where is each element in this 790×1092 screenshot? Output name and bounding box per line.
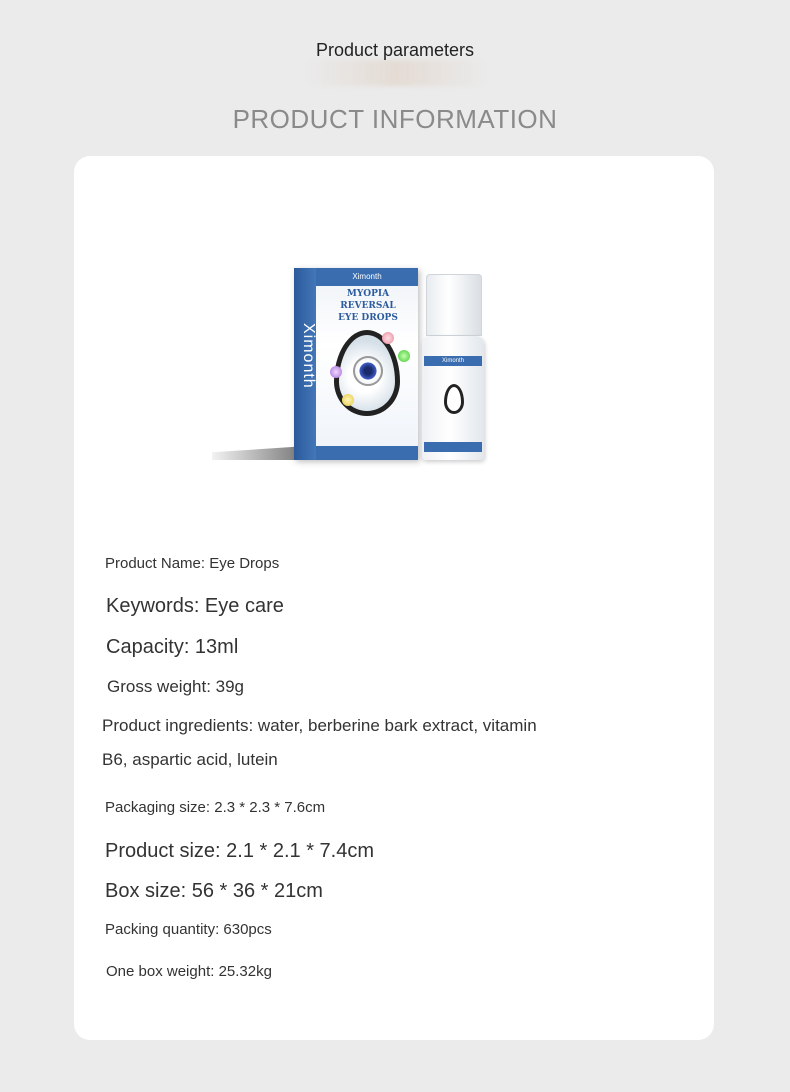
box-footer-band <box>316 446 418 460</box>
product-name: Product Name: Eye Drops <box>105 555 280 572</box>
pink-bubble-icon <box>382 332 394 344</box>
green-bubble-icon <box>398 350 410 362</box>
box-title-line: EYE DROPS <box>338 313 398 323</box>
page-title: Product parameters <box>315 40 475 60</box>
packaging-size: Packaging size: 2.3 * 2.3 * 7.6cm <box>105 799 326 816</box>
ingredients-line-1: Product ingredients: water, berberine bark extract, vitamin <box>102 716 537 735</box>
box-weight: One box weight: 25.32kg <box>106 963 272 980</box>
gross-weight: Gross weight: 39g <box>107 677 245 696</box>
box-brand-vertical: Ximonth <box>300 323 317 389</box>
floor-shadow <box>212 446 307 460</box>
product-size: Product size: 2.1 * 2.1 * 7.4cm <box>105 840 375 862</box>
product-info-card <box>74 156 714 1040</box>
product-image <box>212 256 522 466</box>
bottle-cap <box>426 274 482 336</box>
bottle-footer-band <box>424 442 482 452</box>
yellow-bubble-icon <box>342 394 354 406</box>
box-brand-band: Ximonth <box>316 268 418 286</box>
box-size: Box size: 56 * 36 * 21cm <box>105 880 323 902</box>
ingredients-line-2: B6, aspartic acid, lutein <box>102 750 278 769</box>
purple-bubble-icon <box>330 366 342 378</box>
packing-quantity: Packing quantity: 630pcs <box>105 921 272 938</box>
box-title <box>320 288 416 324</box>
title-decoration <box>308 60 486 86</box>
bottle-drop-icon <box>444 384 464 414</box>
keywords: Keywords: Eye care <box>106 595 284 617</box>
bottle-brand-band: Ximonth <box>424 356 482 366</box>
page-subtitle: PRODUCT INFORMATION <box>232 104 558 134</box>
eye-icon <box>353 356 383 386</box>
capacity: Capacity: 13ml <box>106 636 239 658</box>
box-title-line: REVERSAL <box>340 301 396 311</box>
box-title-line: MYOPIA <box>346 289 390 299</box>
